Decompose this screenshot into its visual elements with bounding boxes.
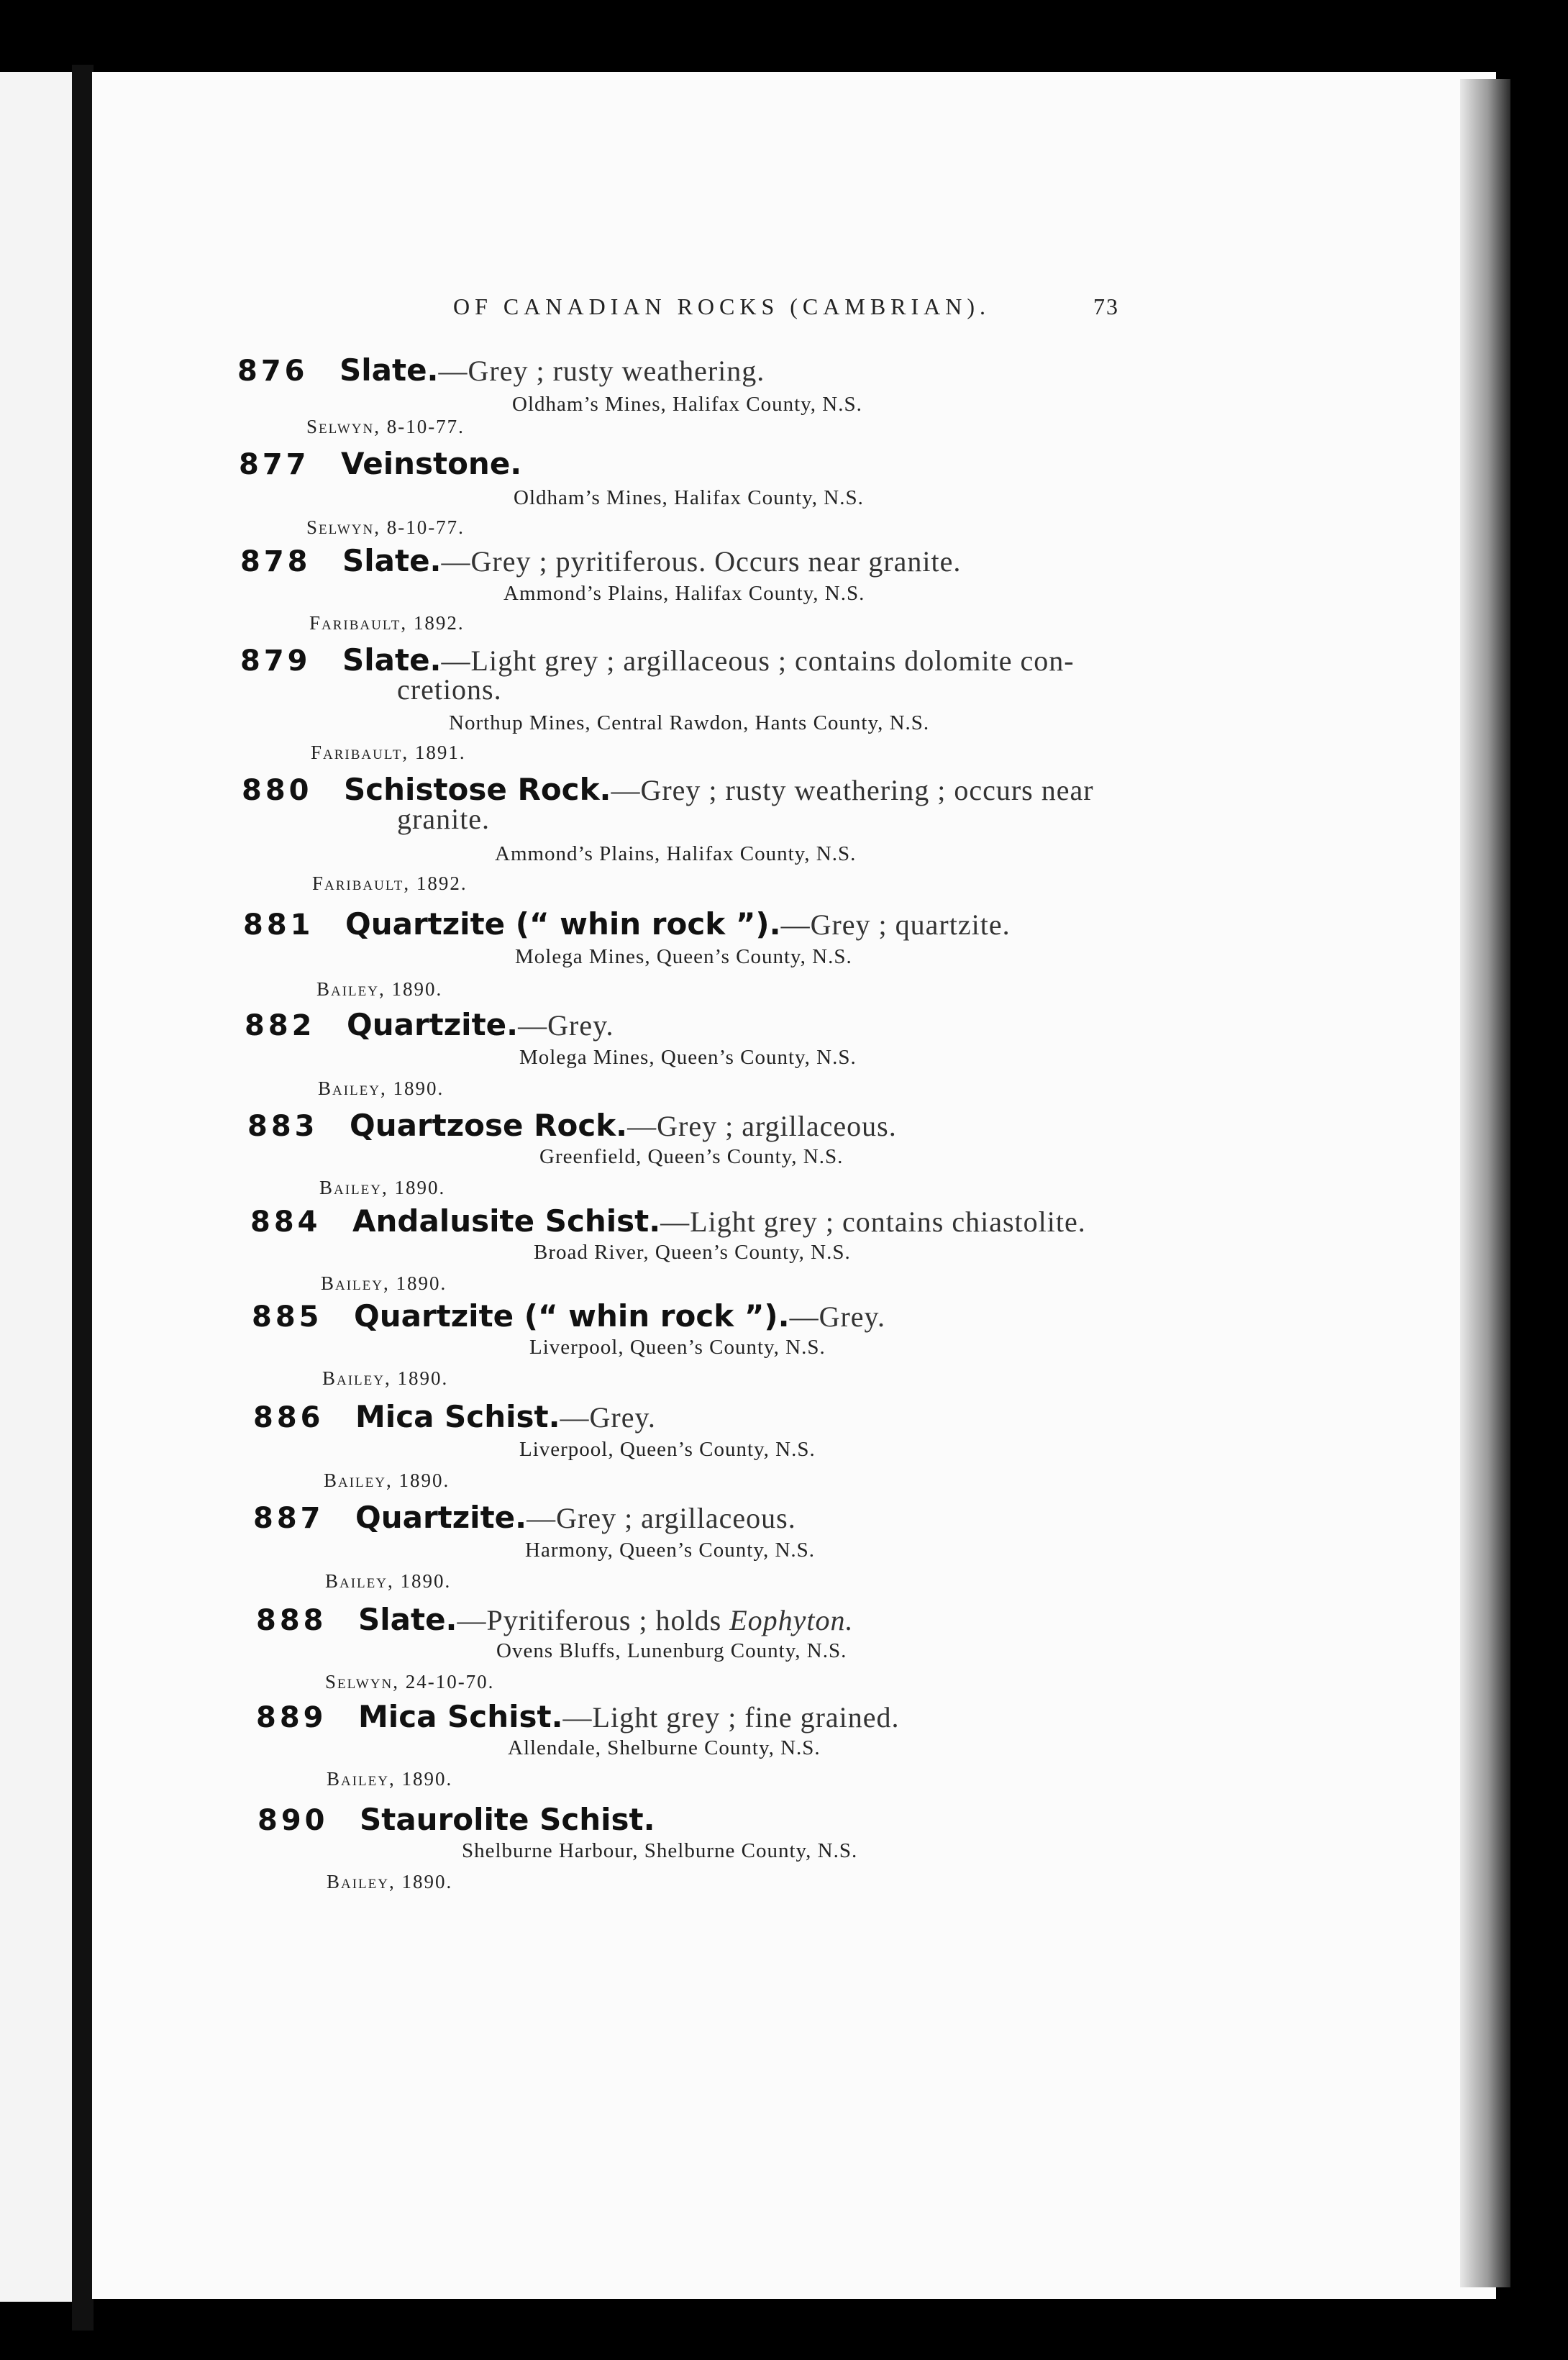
entry-collector: Bailey, 1890. xyxy=(327,1871,453,1892)
running-head: OF CANADIAN ROCKS (CAMBRIAN). xyxy=(453,293,991,319)
entry-collector: Bailey, 1890. xyxy=(324,1470,450,1491)
genus-name: Eophyton. xyxy=(729,1604,854,1636)
entry-number: 888 xyxy=(256,1604,327,1637)
entry-locality: Molega Mines, Queen’s County, N.S. xyxy=(519,1046,857,1069)
entry-number: 879 xyxy=(240,644,311,678)
entry-collector: Bailey, 1890. xyxy=(325,1570,452,1592)
entry-locality: Ovens Bluffs, Lunenburg County, N.S. xyxy=(496,1639,847,1662)
entry-name: Slate. xyxy=(342,642,442,678)
entry-name: Slate. xyxy=(342,543,442,578)
entry-name: Slate. xyxy=(358,1602,457,1637)
entry-collector: Bailey, 1890. xyxy=(318,1078,445,1099)
entry-collector: Faribault, 1891. xyxy=(311,742,466,763)
entry-collector: Selwyn, 8-10-77. xyxy=(306,416,465,437)
entry-locality: Oldham’s Mines, Halifax County, N.S. xyxy=(514,486,864,509)
entry-description: —Grey ; rusty weathering ; occurs near xyxy=(611,774,1094,806)
entry-name: Quartzite (“ whin rock ”). xyxy=(345,906,781,942)
entry-number: 876 xyxy=(237,355,309,388)
entry-description: —Grey ; quartzite. xyxy=(780,908,1011,941)
entry-name: Quartzite (“ whin rock ”). xyxy=(354,1298,790,1334)
book-gutter xyxy=(72,65,94,2331)
page-number: 73 xyxy=(1093,293,1119,319)
entry-number: 882 xyxy=(245,1009,316,1042)
entry-number: 877 xyxy=(239,448,310,481)
entry-description: —Grey ; rusty weathering. xyxy=(438,355,765,387)
entry-description-continuation: cretions. xyxy=(397,673,502,706)
entry-locality: Liverpool, Queen’s County, N.S. xyxy=(529,1336,826,1359)
entry-description: —Light grey ; fine grained. xyxy=(562,1701,900,1733)
entry-description: —Grey ; argillaceous. xyxy=(627,1110,897,1142)
entry-collector: Faribault, 1892. xyxy=(309,612,465,634)
entry-collector: Selwyn, 8-10-77. xyxy=(306,516,465,538)
entry-name: Staurolite Schist. xyxy=(360,1802,655,1837)
entry-collector: Bailey, 1890. xyxy=(316,978,443,1000)
page-edge-shadow xyxy=(1460,79,1510,2287)
entry-locality: Greenfield, Queen’s County, N.S. xyxy=(539,1145,844,1168)
entry-locality: Northup Mines, Central Rawdon, Hants County, N.S. xyxy=(449,711,930,734)
entry-description: —Grey ; pyritiferous. Occurs near granite. xyxy=(441,545,962,578)
facing-page-edge xyxy=(0,72,72,2302)
entry-locality: Liverpool, Queen’s County, N.S. xyxy=(519,1438,816,1461)
entry-locality: Ammond’s Plains, Halifax County, N.S. xyxy=(495,842,857,865)
entry-number: 878 xyxy=(240,545,311,578)
entry-name: Quartzite. xyxy=(355,1500,527,1535)
entry-locality: Shelburne Harbour, Shelburne County, N.S. xyxy=(462,1839,858,1862)
entry-number: 887 xyxy=(253,1502,324,1535)
entry-description-continuation: granite. xyxy=(397,803,491,835)
entry-description: —Grey. xyxy=(518,1009,614,1042)
entry-collector: Bailey, 1890. xyxy=(321,1272,447,1294)
entry-collector: Selwyn, 24-10-70. xyxy=(325,1671,495,1692)
entry-locality: Broad River, Queen’s County, N.S. xyxy=(534,1241,851,1264)
entry-number: 880 xyxy=(242,774,313,807)
entry-description: —Light grey ; contains chiastolite. xyxy=(660,1206,1086,1238)
entry-locality: Allendale, Shelburne County, N.S. xyxy=(508,1736,821,1759)
entry-locality: Molega Mines, Queen’s County, N.S. xyxy=(515,945,852,968)
entry-name: Mica Schist. xyxy=(358,1699,563,1734)
entry-number: 889 xyxy=(256,1701,327,1734)
entry-locality: Oldham’s Mines, Halifax County, N.S. xyxy=(512,393,862,416)
entry-description: —Light grey ; argillaceous ; contains dolomite con- xyxy=(441,644,1075,677)
entry-number: 885 xyxy=(252,1300,323,1334)
entry-description: —Grey. xyxy=(560,1401,656,1434)
entry-description: —Grey ; argillaceous. xyxy=(527,1502,796,1534)
entry-name: Mica Schist. xyxy=(355,1399,560,1434)
entry-name: Veinstone. xyxy=(341,446,522,481)
entry-collector: Bailey, 1890. xyxy=(322,1367,449,1389)
entry-collector: Bailey, 1890. xyxy=(319,1177,446,1198)
entry-description: —Pyritiferous ; holds Eophyton. xyxy=(457,1604,854,1636)
entry-number: 884 xyxy=(250,1206,322,1239)
entry-collector: Faribault, 1892. xyxy=(312,873,468,894)
entry-number: 881 xyxy=(243,908,314,942)
entry-collector: Bailey, 1890. xyxy=(327,1768,453,1790)
entry-name: Schistose Rock. xyxy=(344,772,611,807)
entry-description: —Grey. xyxy=(789,1300,885,1333)
entry-locality: Harmony, Queen’s County, N.S. xyxy=(525,1539,816,1562)
entry-number: 890 xyxy=(257,1804,329,1837)
entry-name: Quartzite. xyxy=(347,1007,519,1042)
entry-number: 886 xyxy=(253,1401,324,1434)
entry-name: Slate. xyxy=(339,352,439,388)
entry-number: 883 xyxy=(247,1110,319,1143)
entry-locality: Ammond’s Plains, Halifax County, N.S. xyxy=(503,582,865,605)
entry-name: Andalusite Schist. xyxy=(352,1203,661,1239)
entry-name: Quartzose Rock. xyxy=(350,1108,628,1143)
